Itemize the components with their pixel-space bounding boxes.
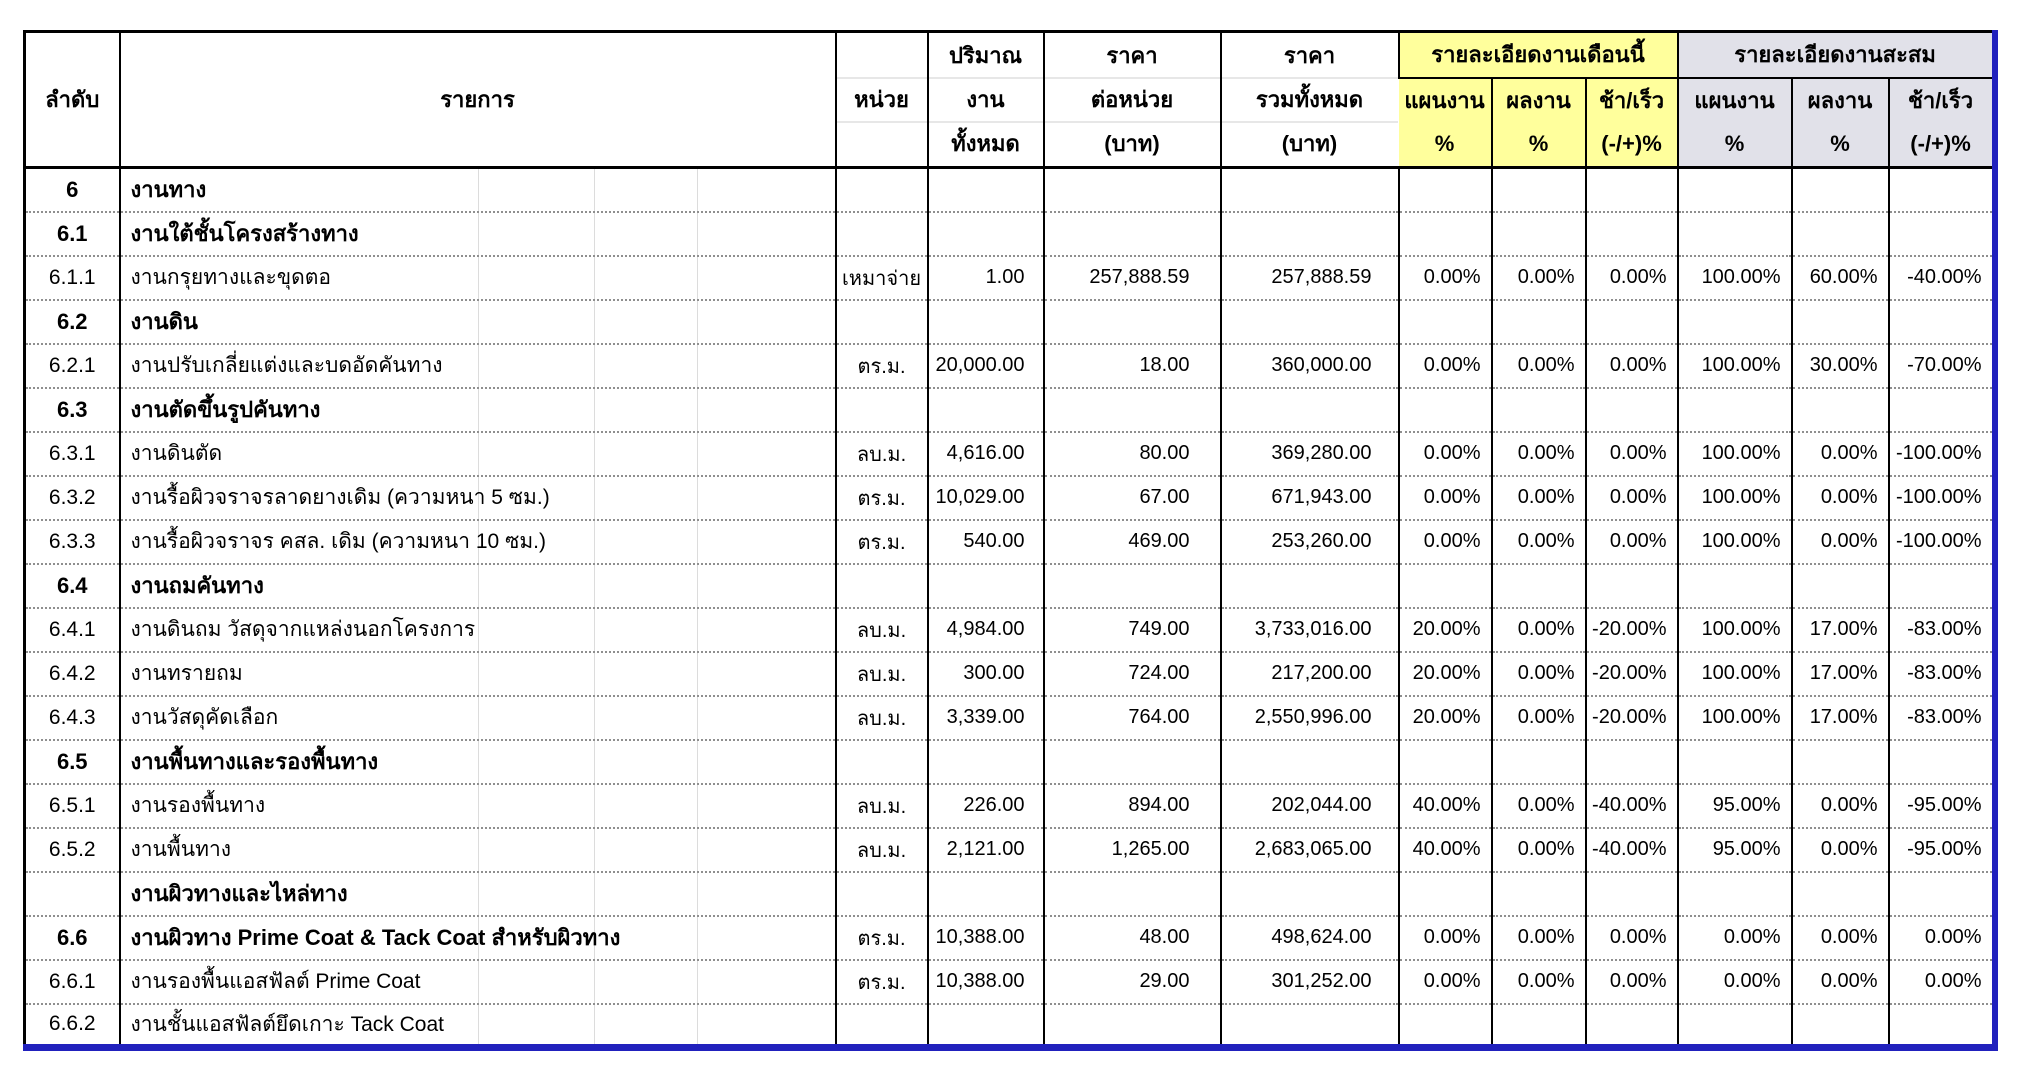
cell-cum-actual <box>1792 872 1889 916</box>
cell-no: 6.5.1 <box>25 784 120 828</box>
cell-cum-actual <box>1792 300 1889 344</box>
cell-cum-diff <box>1889 1004 1995 1048</box>
header-cum-diff-pct: (-/+)% <box>1889 122 1995 167</box>
cell-unit: ลบ.ม. <box>836 784 928 828</box>
cell-quantity: 226.00 <box>928 784 1044 828</box>
cell-month-plan <box>1399 1004 1492 1048</box>
cell-cum-plan: 95.00% <box>1678 828 1792 872</box>
cell-month-actual: 0.00% <box>1492 828 1586 872</box>
header-cum-actual-pct: % <box>1792 122 1889 167</box>
cell-no: 6.4.2 <box>25 652 120 696</box>
cell-total-price: 671,943.00 <box>1221 476 1399 520</box>
cell-item: งานกรุยทางและขุดตอ <box>120 256 836 300</box>
table-row <box>25 784 1995 828</box>
cell-month-plan: 0.00% <box>1399 916 1492 960</box>
cell-unit <box>836 300 928 344</box>
cell-cum-diff <box>1889 300 1995 344</box>
cell-item: งานผิวทาง Prime Coat & Tack Coat สำหรับผิวทาง <box>120 916 836 960</box>
cell-month-actual <box>1492 212 1586 256</box>
cell-month-plan: 40.00% <box>1399 784 1492 828</box>
header-item: รายการ <box>120 32 836 168</box>
table-row <box>25 388 1995 432</box>
cell-cum-actual: 0.00% <box>1792 432 1889 476</box>
cell-total-price: 202,044.00 <box>1221 784 1399 828</box>
header-quantity-line1: ปริมาณ <box>948 43 1023 68</box>
table-row <box>25 740 1995 784</box>
cell-month-plan <box>1399 388 1492 432</box>
cell-month-actual <box>1492 388 1586 432</box>
cell-total-price <box>1221 564 1399 608</box>
cell-quantity: 3,339.00 <box>928 696 1044 740</box>
header-month-diff-pct: (-/+)% <box>1586 122 1678 167</box>
cell-month-actual <box>1492 564 1586 608</box>
cell-no <box>25 872 120 916</box>
cell-no: 6.6.2 <box>48 1012 96 1036</box>
cell-month-diff <box>1586 564 1678 608</box>
table-row <box>25 520 1995 564</box>
cell-quantity: 4,984.00 <box>928 608 1044 652</box>
cell-month-diff <box>1586 168 1678 212</box>
cell-month-plan: 0.00% <box>1399 960 1492 1004</box>
cell-quantity <box>928 564 1044 608</box>
cell-total-price <box>1221 1004 1399 1048</box>
cell-cum-actual <box>1792 564 1889 608</box>
cell-cum-diff: -70.00% <box>1889 344 1995 388</box>
cell-cum-actual: 30.00% <box>1792 344 1889 388</box>
cell-unit-price <box>1044 1004 1221 1048</box>
cell-month-diff <box>1586 740 1678 784</box>
cell-item: งานรื้อผิวจราจรลาดยางเดิม (ความหนา 5 ซม.) <box>120 476 836 520</box>
cell-no: 6.4.3 <box>25 696 120 740</box>
cell-month-plan <box>1399 872 1492 916</box>
header-cum-actual: ผลงาน <box>1792 78 1889 123</box>
cell-unit-price: 257,888.59 <box>1044 256 1221 300</box>
cell-unit-price: 724.00 <box>1044 652 1221 696</box>
cell-quantity <box>928 872 1044 916</box>
header-total-price-line1: ราคา <box>1283 43 1336 68</box>
cell-month-actual <box>1492 300 1586 344</box>
cell-cum-actual: 0.00% <box>1792 784 1889 828</box>
cell-month-plan: 0.00% <box>1399 344 1492 388</box>
header-quantity-line2: งาน <box>966 87 1005 112</box>
cell-unit: ตร.ม. <box>836 344 928 388</box>
cell-month-diff <box>1586 300 1678 344</box>
header-month-plan-pct: % <box>1399 122 1492 167</box>
cell-item: งานดิน <box>120 300 836 344</box>
cell-total-price <box>1221 212 1399 256</box>
cell-month-diff: -20.00% <box>1586 696 1678 740</box>
cell-month-actual <box>1492 1004 1586 1048</box>
header-cum-diff: ช้า/เร็ว <box>1889 78 1995 123</box>
cell-total-price: 217,200.00 <box>1221 652 1399 696</box>
cell-quantity: 10,029.00 <box>928 476 1044 520</box>
cell-month-plan <box>1399 564 1492 608</box>
cell-unit: ตร.ม. <box>836 960 928 1004</box>
cell-unit-price: 1,265.00 <box>1044 828 1221 872</box>
header-unit-price-line2: ต่อหน่วย <box>1090 87 1174 112</box>
cell-cum-actual: 0.00% <box>1792 476 1889 520</box>
cell-unit-price <box>1044 212 1221 256</box>
cell-unit <box>836 212 928 256</box>
table-row <box>25 168 1995 212</box>
header-unit-price <box>1044 32 1221 168</box>
cell-no: 6.6.1 <box>25 960 120 1004</box>
cell-unit-price <box>1044 740 1221 784</box>
cell-cum-plan <box>1678 564 1792 608</box>
cell-cum-diff: -100.00% <box>1889 432 1995 476</box>
cell-no: 6.1.1 <box>25 256 120 300</box>
cell-no: 6.5.2 <box>25 828 120 872</box>
cell-unit: ลบ.ม. <box>836 432 928 476</box>
cell-cum-actual <box>1792 740 1889 784</box>
header-month-group: รายละเอียดงานเดือนนี้ <box>1399 32 1678 78</box>
cell-unit <box>836 388 928 432</box>
cell-cum-diff: -100.00% <box>1889 520 1995 564</box>
cell-unit-price: 80.00 <box>1044 432 1221 476</box>
cell-quantity: 10,388.00 <box>928 960 1044 1004</box>
cell-item: งานรองพื้นทาง <box>120 784 836 828</box>
cell-month-actual: 0.00% <box>1492 960 1586 1004</box>
cell-month-diff <box>1586 872 1678 916</box>
cell-unit-price <box>1044 564 1221 608</box>
cell-no: 6.6 <box>25 916 120 960</box>
cell-cum-actual: 17.00% <box>1792 608 1889 652</box>
cell-cum-plan <box>1678 212 1792 256</box>
cell-month-plan <box>1399 168 1492 212</box>
cell-cum-plan: 95.00% <box>1678 784 1792 828</box>
table-body <box>25 168 1995 1048</box>
cell-quantity: 300.00 <box>928 652 1044 696</box>
cell-total-price: 360,000.00 <box>1221 344 1399 388</box>
cell-unit: ลบ.ม. <box>836 696 928 740</box>
cell-cum-diff: -95.00% <box>1889 828 1995 872</box>
cell-cum-actual: 0.00% <box>1792 828 1889 872</box>
cell-month-plan <box>1399 212 1492 256</box>
cell-cum-actual <box>1792 212 1889 256</box>
cell-item: งานรองพื้นแอสฟัลต์ Prime Coat <box>120 960 836 1004</box>
cell-cum-plan: 100.00% <box>1678 652 1792 696</box>
cell-unit-price: 749.00 <box>1044 608 1221 652</box>
table-row <box>25 300 1995 344</box>
cell-no: 6.1 <box>25 212 120 256</box>
cell-cum-actual: 0.00% <box>1792 960 1889 1004</box>
cell-quantity <box>928 388 1044 432</box>
cell-item: งานทาง <box>120 168 836 212</box>
table-row <box>25 432 1995 476</box>
cell-cum-actual: 17.00% <box>1792 696 1889 740</box>
header-unit-price-line1: ราคา <box>1106 43 1158 68</box>
cell-quantity <box>928 300 1044 344</box>
cell-total-price: 2,550,996.00 <box>1221 696 1399 740</box>
cell-month-diff <box>1586 212 1678 256</box>
cell-unit-price: 67.00 <box>1044 476 1221 520</box>
cell-unit-price: 764.00 <box>1044 696 1221 740</box>
cell-month-diff: 0.00% <box>1586 520 1678 564</box>
cell-unit-price <box>1044 872 1221 916</box>
cell-item: งานพื้นทางและรองพื้นทาง <box>120 740 836 784</box>
cell-cum-plan <box>1678 872 1792 916</box>
cell-no: 6 <box>25 168 120 212</box>
cell-month-plan <box>1399 740 1492 784</box>
cell-month-actual: 0.00% <box>1492 256 1586 300</box>
cell-month-diff: -20.00% <box>1586 652 1678 696</box>
cell-cum-plan <box>1678 1004 1792 1048</box>
cell-quantity: 1.00 <box>928 256 1044 300</box>
cell-unit: ตร.ม. <box>836 520 928 564</box>
cell-quantity: 2,121.00 <box>928 828 1044 872</box>
table-row <box>25 960 1995 1004</box>
cell-unit <box>836 168 928 212</box>
cell-total-price: 301,252.00 <box>1221 960 1399 1004</box>
header-quantity <box>928 32 1044 168</box>
cell-month-diff: 0.00% <box>1586 916 1678 960</box>
cell-item: งานดินตัด <box>120 432 836 476</box>
cell-quantity: 4,616.00 <box>928 432 1044 476</box>
cell-total-price: 253,260.00 <box>1221 520 1399 564</box>
cell-quantity <box>928 1004 1044 1048</box>
cell-unit-price <box>1044 388 1221 432</box>
cell-no: 6.3.3 <box>25 520 120 564</box>
header-total-price <box>1221 32 1399 168</box>
header-month-diff: ช้า/เร็ว <box>1586 78 1678 123</box>
cell-item: งานวัสดุคัดเลือก <box>120 696 836 740</box>
cell-no: 6.5 <box>25 740 120 784</box>
cell-month-plan <box>1399 300 1492 344</box>
cell-unit: ตร.ม. <box>836 476 928 520</box>
cell-cum-actual <box>1792 168 1889 212</box>
cell-month-plan: 0.00% <box>1399 256 1492 300</box>
cell-month-diff: 0.00% <box>1586 432 1678 476</box>
cell-month-actual <box>1492 872 1586 916</box>
cell-month-actual: 0.00% <box>1492 476 1586 520</box>
cell-month-actual: 0.00% <box>1492 916 1586 960</box>
table-row <box>25 212 1995 256</box>
cell-cum-diff <box>1889 872 1995 916</box>
cell-cum-diff <box>1889 212 1995 256</box>
cell-item: งานใต้ชั้นโครงสร้างทาง <box>120 212 836 256</box>
cell-item: งานดินถม วัสดุจากแหล่งนอกโครงการ <box>120 608 836 652</box>
cell-quantity: 540.00 <box>928 520 1044 564</box>
table-row <box>25 256 1995 300</box>
cell-cum-plan <box>1678 168 1792 212</box>
table-row <box>25 696 1995 740</box>
cell-unit-price: 469.00 <box>1044 520 1221 564</box>
cell-cum-actual: 0.00% <box>1792 520 1889 564</box>
boq-progress-table <box>23 30 1998 1051</box>
header-month-plan: แผนงาน <box>1399 78 1492 123</box>
cell-month-plan: 0.00% <box>1399 520 1492 564</box>
cell-no: 6.4 <box>25 564 120 608</box>
cell-cum-diff <box>1889 388 1995 432</box>
cell-month-actual <box>1492 168 1586 212</box>
cell-unit-price: 18.00 <box>1044 344 1221 388</box>
cell-cum-plan: 100.00% <box>1678 432 1792 476</box>
cell-cum-actual <box>1792 388 1889 432</box>
cell-month-actual <box>1492 740 1586 784</box>
cell-item: งานรื้อผิวจราจร คสล. เดิม (ความหนา 10 ซม.) <box>120 520 836 564</box>
cell-item: งานถมคันทาง <box>120 564 836 608</box>
cell-month-actual: 0.00% <box>1492 784 1586 828</box>
cell-total-price <box>1221 872 1399 916</box>
cell-cum-diff: -100.00% <box>1889 476 1995 520</box>
cell-unit: ลบ.ม. <box>836 608 928 652</box>
cell-total-price: 3,733,016.00 <box>1221 608 1399 652</box>
cell-month-actual: 0.00% <box>1492 432 1586 476</box>
header-total-price-line2: รวมทั้งหมด <box>1255 87 1364 112</box>
cell-cum-plan: 100.00% <box>1678 476 1792 520</box>
cell-cum-diff: -83.00% <box>1889 696 1995 740</box>
table-row <box>25 1004 1995 1048</box>
cell-unit <box>836 1004 928 1048</box>
cell-month-diff <box>1586 388 1678 432</box>
cell-total-price <box>1221 740 1399 784</box>
header-unit: หน่วย <box>836 32 928 168</box>
cell-cum-actual: 17.00% <box>1792 652 1889 696</box>
cell-unit: ตร.ม. <box>836 916 928 960</box>
table-row <box>25 828 1995 872</box>
cell-unit-price: 48.00 <box>1044 916 1221 960</box>
cell-quantity <box>928 740 1044 784</box>
cell-month-diff: 0.00% <box>1586 256 1678 300</box>
cell-month-actual: 0.00% <box>1492 696 1586 740</box>
cell-month-diff: -20.00% <box>1586 608 1678 652</box>
cell-cum-plan <box>1678 740 1792 784</box>
header-no: ลำดับ <box>25 32 120 168</box>
cell-cum-diff <box>1889 564 1995 608</box>
cell-cum-diff: -95.00% <box>1889 784 1995 828</box>
cell-total-price: 498,624.00 <box>1221 916 1399 960</box>
cell-month-plan: 0.00% <box>1399 432 1492 476</box>
cell-month-plan: 0.00% <box>1399 476 1492 520</box>
cell-quantity <box>928 212 1044 256</box>
cell-month-actual: 0.00% <box>1492 344 1586 388</box>
cell-cum-actual: 0.00% <box>1792 916 1889 960</box>
header-quantity-line3: ทั้งหมด <box>951 131 1020 156</box>
cell-month-diff: 0.00% <box>1586 344 1678 388</box>
cell-unit <box>836 740 928 784</box>
cell-cum-plan: 100.00% <box>1678 344 1792 388</box>
cell-quantity: 10,388.00 <box>928 916 1044 960</box>
cell-no: 6.2.1 <box>25 344 120 388</box>
cell-cum-diff: -83.00% <box>1889 652 1995 696</box>
cell-no: 6.2 <box>25 300 120 344</box>
cell-cum-plan <box>1678 388 1792 432</box>
cell-item: งานทรายถม <box>120 652 836 696</box>
header-month-actual: ผลงาน <box>1492 78 1586 123</box>
header-month-actual-pct: % <box>1492 122 1586 167</box>
cell-cum-actual <box>1792 1004 1889 1048</box>
cell-total-price: 369,280.00 <box>1221 432 1399 476</box>
table-row <box>25 608 1995 652</box>
cell-cum-diff: -83.00% <box>1889 608 1995 652</box>
table-row <box>25 872 1995 916</box>
cell-month-plan: 40.00% <box>1399 828 1492 872</box>
cell-cum-plan: 0.00% <box>1678 916 1792 960</box>
table-row <box>25 344 1995 388</box>
cell-total-price <box>1221 168 1399 212</box>
cell-cum-plan: 100.00% <box>1678 696 1792 740</box>
cell-no: 6.3.2 <box>25 476 120 520</box>
cell-month-plan: 20.00% <box>1399 696 1492 740</box>
cell-unit-price <box>1044 300 1221 344</box>
cell-month-actual: 0.00% <box>1492 520 1586 564</box>
table-row <box>25 564 1995 608</box>
cell-unit-price <box>1044 168 1221 212</box>
table-row <box>25 476 1995 520</box>
cell-no: 6.3.1 <box>25 432 120 476</box>
cell-cum-plan: 100.00% <box>1678 256 1792 300</box>
header-cumulative-group: รายละเอียดงานสะสม <box>1678 32 1995 78</box>
cell-total-price: 2,683,065.00 <box>1221 828 1399 872</box>
header-cum-plan-pct: % <box>1678 122 1792 167</box>
cell-unit: เหมาจ่าย <box>836 256 928 300</box>
cell-cum-actual: 60.00% <box>1792 256 1889 300</box>
cell-cum-plan: 100.00% <box>1678 608 1792 652</box>
cell-cum-diff: 0.00% <box>1889 916 1995 960</box>
cell-unit-price: 894.00 <box>1044 784 1221 828</box>
cell-month-actual: 0.00% <box>1492 608 1586 652</box>
cell-item: งานผิวทางและไหล่ทาง <box>120 872 836 916</box>
table-row <box>25 652 1995 696</box>
cell-total-price <box>1221 388 1399 432</box>
cell-unit <box>836 872 928 916</box>
cell-month-diff: 0.00% <box>1586 960 1678 1004</box>
cell-month-diff: -40.00% <box>1586 784 1678 828</box>
header-total-price-line3: (บาท) <box>1281 131 1338 156</box>
cell-quantity: 20,000.00 <box>928 344 1044 388</box>
cell-unit <box>836 564 928 608</box>
cell-quantity <box>928 168 1044 212</box>
cell-item: งานชั้นแอสฟัลต์ยึดเกาะ Tack Coat <box>120 1004 836 1048</box>
cell-month-diff: 0.00% <box>1586 476 1678 520</box>
header-cum-plan: แผนงาน <box>1678 78 1792 123</box>
cell-unit: ลบ.ม. <box>836 828 928 872</box>
cell-item: งานตัดขึ้นรูปคันทาง <box>120 388 836 432</box>
cell-cum-plan: 100.00% <box>1678 520 1792 564</box>
cell-cum-diff: 0.00% <box>1889 960 1995 1004</box>
cell-cum-diff: -40.00% <box>1889 256 1995 300</box>
cell-no: 6.3 <box>25 388 120 432</box>
table-row <box>25 916 1995 960</box>
cell-month-actual: 0.00% <box>1492 652 1586 696</box>
cell-item: งานปรับเกลี่ยแต่งและบดอัดคันทาง <box>120 344 836 388</box>
cell-cum-plan: 0.00% <box>1678 960 1792 1004</box>
cell-month-plan: 20.00% <box>1399 608 1492 652</box>
header-unit-price-line3: (บาท) <box>1104 131 1160 156</box>
cell-cum-plan <box>1678 300 1792 344</box>
cell-month-diff <box>1586 1004 1678 1048</box>
cell-month-diff: -40.00% <box>1586 828 1678 872</box>
cell-no: 6.4.1 <box>25 608 120 652</box>
cell-total-price: 257,888.59 <box>1221 256 1399 300</box>
cell-total-price <box>1221 300 1399 344</box>
cell-cum-diff <box>1889 740 1995 784</box>
cell-unit-price: 29.00 <box>1044 960 1221 1004</box>
cell-item: งานพื้นทาง <box>120 828 836 872</box>
cell-unit: ลบ.ม. <box>836 652 928 696</box>
cell-cum-diff <box>1889 168 1995 212</box>
cell-month-plan: 20.00% <box>1399 652 1492 696</box>
